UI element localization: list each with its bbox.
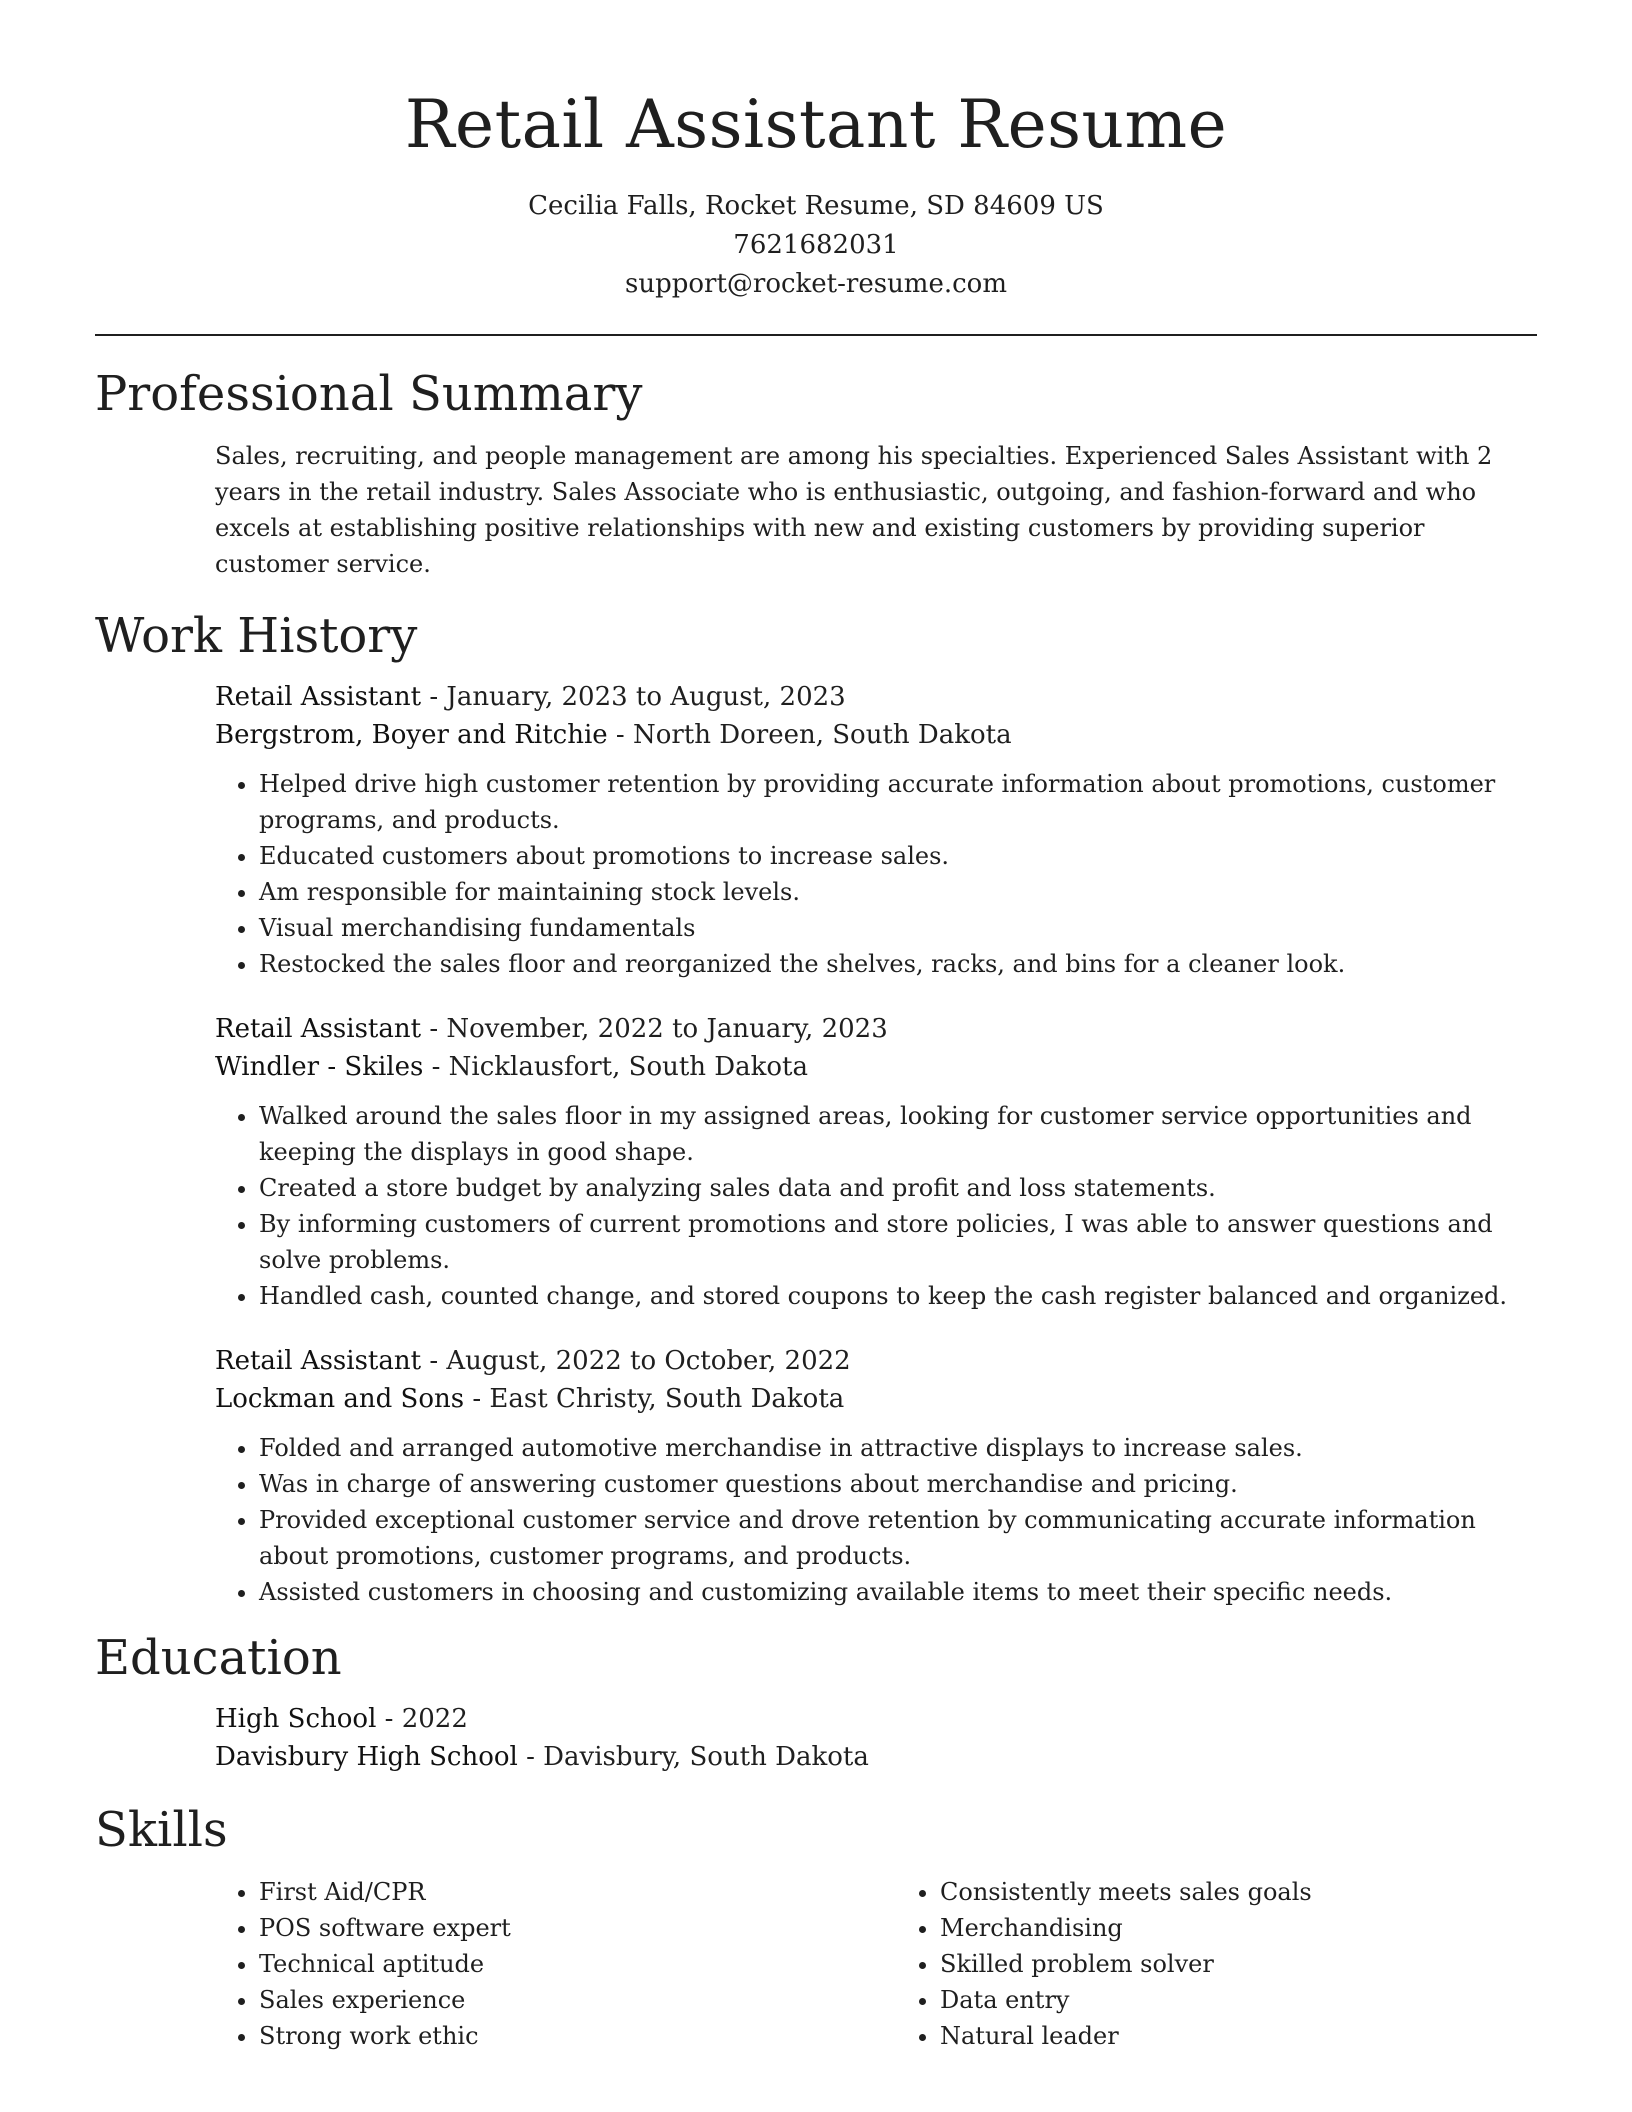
skills-heading: Skills (95, 1802, 228, 1858)
job-dates: - August, 2022 to October, 2022 (421, 1346, 851, 1376)
job-company-line (215, 716, 1537, 754)
skill-item: • Data entry (940, 1982, 1537, 2018)
job-location: - Nicklausfort, South Dakota (423, 1052, 808, 1082)
resume-title: Retail Assistant Resume (404, 86, 1228, 163)
skills-grid (215, 1868, 1537, 2054)
skill-item: • Natural leader (940, 2018, 1537, 2054)
header-divider (95, 334, 1537, 336)
skill-item: • Skilled problem solver (940, 1946, 1537, 1982)
duty-item: • Restocked the sales floor and reorganized the shelves, racks, and bins for a cleaner look. (259, 946, 1537, 982)
job-company-line (215, 1380, 1537, 1418)
education-degree: High School (215, 1704, 377, 1734)
job-duties (215, 766, 1537, 982)
skill-item: • Sales experience (259, 1982, 856, 2018)
job-title-line (215, 1342, 1537, 1380)
skills-section (95, 1800, 1537, 2054)
duty-item: • Walked around the sales floor in my assigned areas, looking for customer service opportunities and keeping the displays in good shape. (259, 1098, 1537, 1170)
jobs-list (215, 678, 1537, 1610)
job-title-line (215, 1010, 1537, 1048)
duty-item: • Handled cash, counted change, and stored coupons to keep the cash register balanced and organized. (259, 1278, 1537, 1314)
education-entry (215, 1700, 1537, 1776)
education-year: - 2022 (376, 1704, 468, 1734)
duty-item: • Helped drive high customer retention by providing accurate information about promotions, customer programs, and products. (259, 766, 1537, 838)
duty-item: • Provided exceptional customer service and drove retention by communicating accurate information about promotions, customer programs, and products. (259, 1502, 1537, 1574)
education-school-line (215, 1738, 1537, 1776)
job-company: Windler - Skiles (215, 1052, 424, 1082)
duty-item: • By informing customers of current promotions and store policies, I was able to answer questions and solve problems. (259, 1206, 1537, 1278)
job-title: Retail Assistant (215, 1346, 422, 1376)
duty-item: • Folded and arranged automotive merchandise in attractive displays to increase sales. (259, 1430, 1537, 1466)
job-location: - North Doreen, South Dakota (607, 720, 1012, 750)
skill-item: • Merchandising (940, 1910, 1537, 1946)
job-entry (215, 678, 1537, 982)
summary-text: Sales, recruiting, and people management are among his specialties. Experienced Sales Assistant with 2 years in the retail industry. Sales Associate who is enthusiastic, outgoing, and fashion-forward and who excels at establishing positive relationships with new and existing customers by providing superior customer service. (215, 442, 1493, 578)
education-heading: Education (95, 1630, 342, 1686)
job-title: Retail Assistant (215, 682, 422, 712)
work-history-heading: Work History (95, 608, 418, 664)
skill-item: • Technical aptitude (259, 1946, 856, 1982)
work-history-section (95, 606, 1537, 1610)
skill-item: • POS software expert (259, 1910, 856, 1946)
contact-address: Cecilia Falls, Rocket Resume, SD 84609 US (528, 191, 1104, 221)
resume-header (95, 0, 1537, 304)
summary-heading: Professional Summary (95, 366, 643, 422)
job-company-line (215, 1048, 1537, 1086)
job-duties (215, 1098, 1537, 1314)
job-title-line (215, 678, 1537, 716)
duty-item: • Am responsible for maintaining stock levels. (259, 874, 1537, 910)
job-location: - East Christy, South Dakota (464, 1384, 845, 1414)
education-school: Davisbury High School (215, 1742, 518, 1772)
contact-email: support@rocket-resume.com (624, 269, 1007, 299)
job-dates: - November, 2022 to January, 2023 (421, 1014, 888, 1044)
contact-block (95, 187, 1537, 304)
duty-item: • Educated customers about promotions to increase sales. (259, 838, 1537, 874)
job-company: Lockman and Sons (215, 1384, 465, 1414)
education-section (95, 1628, 1537, 1776)
education-location: - Davisbury, South Dakota (517, 1742, 869, 1772)
duty-item: • Was in charge of answering customer questions about merchandise and pricing. (259, 1466, 1537, 1502)
skills-right-column (896, 1874, 1537, 2054)
skill-item: • Consistently meets sales goals (940, 1874, 1537, 1910)
duty-item: • Created a store budget by analyzing sales data and profit and loss statements. (259, 1170, 1537, 1206)
education-degree-line (215, 1700, 1537, 1738)
duty-item: • Assisted customers in choosing and customizing available items to meet their specific needs. (259, 1574, 1537, 1610)
skills-left-column (215, 1874, 856, 2054)
duty-item: • Visual merchandising fundamentals (259, 910, 1537, 946)
job-title: Retail Assistant (215, 1014, 422, 1044)
contact-phone: 7621682031 (733, 230, 899, 260)
job-duties (215, 1430, 1537, 1610)
job-dates: - January, 2023 to August, 2023 (421, 682, 846, 712)
job-company: Bergstrom, Boyer and Ritchie (215, 720, 608, 750)
skill-item: • Strong work ethic (259, 2018, 856, 2054)
job-entry (215, 1342, 1537, 1610)
job-entry (215, 1010, 1537, 1314)
skill-item: • First Aid/CPR (259, 1874, 856, 1910)
summary-section (95, 364, 1537, 582)
